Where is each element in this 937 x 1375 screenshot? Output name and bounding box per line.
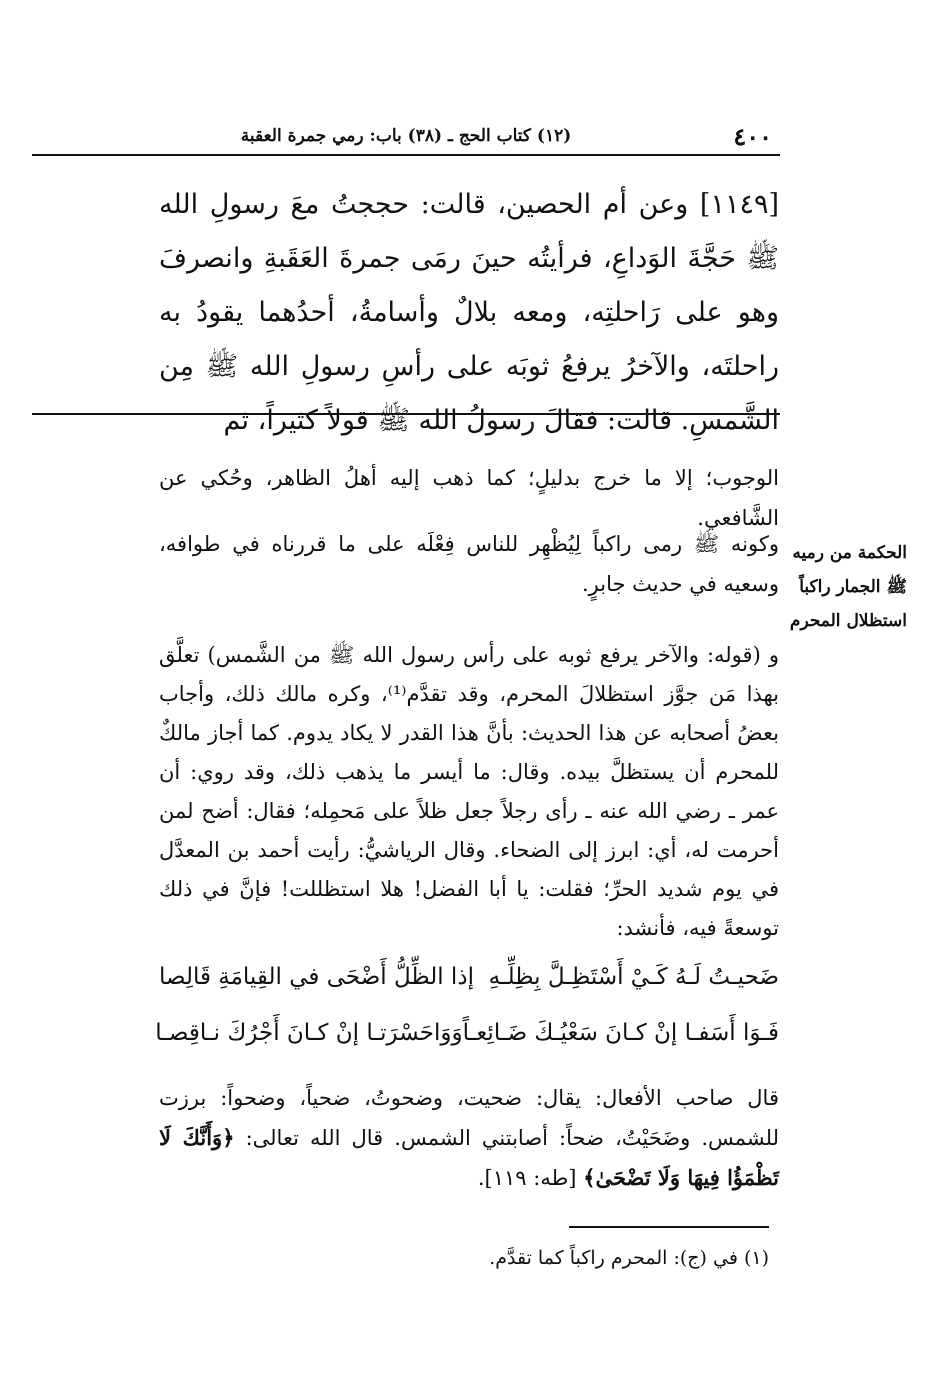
verse-line: [155, 1008, 779, 1064]
commentary-paragraph-4: [159, 1078, 779, 1198]
page-header: [32, 120, 780, 156]
section-divider: [32, 413, 780, 415]
quran-verse: ﴿وَأَنَّكَ لَا تَظْمَؤُا فِيهَا وَلَا تَضْحَىٰ﴾: [159, 1125, 779, 1190]
margin-note: الحكمة من رميه ﷺ الجمار راكباً استظلال المحرم: [789, 543, 907, 631]
footnote-rule: [569, 1226, 769, 1228]
paragraph-text: قال صاحب الأفعال: يقال: ضحيت، وضحوتُ، ضحياً، وضحواً: برزت للشمس. وضَحَيْتُ، ضحاً: أصابتني الشمس. قال الله تعالى:: [159, 1086, 779, 1150]
page-number: ٤٠٠: [733, 122, 772, 151]
running-title: (١٢) كتاب الحج ـ (٣٨) باب: رمي جمرة العقبة: [240, 126, 572, 146]
verse-line: [159, 952, 779, 1008]
commentary-paragraph-2: وكونه ﷺ رمى راكباً لِيُظْهِر للناس فِعْلَه على ما قررناه في طوافه، وسعيه في حديث جابرٍ.: [159, 532, 779, 596]
verse-second-hemistich: وَوَاحَسْرَتـا إنْ كـانَ أَجْرُكَ نـاقِصـا: [155, 1020, 463, 1046]
commentary-paragraph-3: و (قوله: والآخر يرفع ثوبه على رأس رسول الله ﷺ من الشَّمس) تعلَّق بهذا مَن جوَّز استظلالَ المحرم، وقد تقدَّم⁽¹⁾، وكره مالك ذلك، وأجاب بعضُ أصحابه عن هذا الحديث: بأنَّ هذا القدر لا يكاد يدوم. كما أجاز مالكٌ للمحرم أن يستظلَّ بيده. وقال: ما أيسر ما يذهب ذلك، وقد روي: أن عمر ـ رضي الله عنه ـ رأى رجلاً جعل ظلاً على مَحمِله؛ فقال: أضح لمن أحرمت له، أي: ابرز إلى الضحاء. وقال الرياشيُّ: رأيت أحمد بن المعدَّل في يوم شديد الحرِّ؛ فقلت: يا أبا الفضل! هلا استظللت! فإنَّ في ذلك توسعةً فيه، فأنشد:: [159, 643, 779, 940]
verse-first-hemistich: فَـوَا أَسَفـا إنْ كـانَ سَعْيُـكَ ضَـائِعـاً: [462, 1020, 779, 1046]
verse-first-hemistich: ضَحيـتُ لَـهُ كَـيْ أَسْتَظِـلَّ بِظِلِّـهِ: [488, 964, 779, 990]
commentary-paragraph-1: الوجوب؛ إلا ما خرج بدليلٍ؛ كما ذهب إليه أهلُ الظاهر، وحُكي عن الشَّافعي.: [159, 466, 779, 530]
poem: [155, 952, 779, 1064]
footnote: (١) في (ج): المحرم راكباً كما تقدَّم.: [489, 1247, 769, 1269]
quran-reference: [طه: ١١٩].: [477, 1166, 584, 1190]
verse-second-hemistich: إذا الظِّلُّ أَضْحَى في القِيامَةِ قَالِصا: [159, 964, 474, 990]
hadith-text: [١١٤٩] وعن أم الحصين، قالت: حججتُ معَ رسولِ الله ﷺ حَجَّةَ الوَداعِ، فرأيتُه حينَ رمَى جمرةَ العَقَبةِ وانصرفَ وهو على رَاحلتِه، ومعه بلالٌ وأسامةُ، أحدُهما يقودُ به راحلتَه، والآخرُ يرفعُ ثوبَه على رأسِ رسولِ الله ﷺ مِن الشَّمسِ. قالت: فقالَ رسولُ الله ﷺ قولاً كثيراً، ثم: [159, 189, 779, 436]
